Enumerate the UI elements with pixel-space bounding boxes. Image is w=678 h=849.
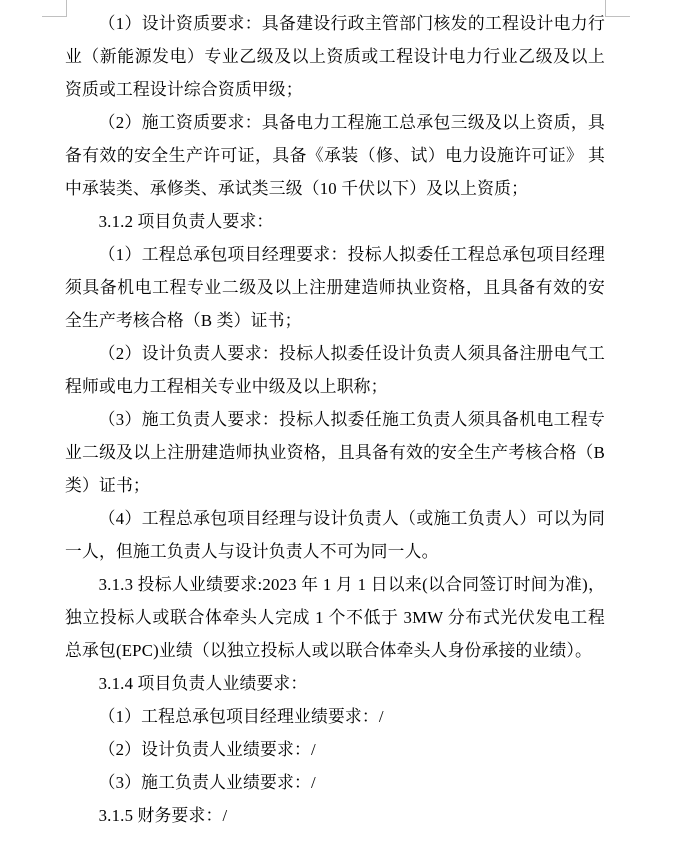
text-boundary-corner-left-mark xyxy=(42,0,67,17)
design-leader-performance-requirement[interactable]: （2）设计负责人业绩要求：/ xyxy=(98,740,316,759)
section-3-1-4-heading[interactable]: 3.1.4 项目负责人业绩要求： xyxy=(98,674,308,693)
construction-leader-performance-requirement[interactable]: （3）施工负责人业绩要求：/ xyxy=(98,773,316,792)
section-3-1-3-bidder-performance[interactable]: 3.1.3 投标人业绩要求:2023 年 1 月 1 日以来(以合同签订时间为准)，独立投标人或联合体牵头人完成 1 个不低于 3MW 分布式光伏发电工程总承包(EPC)业绩（以独立投标人或以联合体牵头人身份承接的业绩）。 xyxy=(65,575,605,660)
epc-project-manager-requirement[interactable]: （1）工程总承包项目经理要求：投标人拟委任工程总承包项目经理须具备机电工程专业二级及以上注册建造师执业资格，且具备有效的安全生产考核合格（B 类）证书； xyxy=(65,245,605,330)
document-text-area[interactable] xyxy=(65,7,605,832)
pm-performance-requirement[interactable]: （1）工程总承包项目经理业绩要求：/ xyxy=(98,707,384,726)
construction-leader-requirement[interactable]: （3）施工负责人要求：投标人拟委任施工负责人须具备机电工程专业二级及以上注册建造师执业资格，且具备有效的安全生产考核合格（B 类）证书； xyxy=(65,410,605,495)
section-3-1-5-financial-requirement[interactable]: 3.1.5 财务要求：/ xyxy=(98,806,228,825)
text-boundary-corner-right-mark xyxy=(605,0,630,17)
construction-qualification-requirement[interactable]: （2）施工资质要求：具备电力工程施工总承包三级及以上资质，具备有效的安全生产许可证，具备《承装（修、试）电力设施许可证》 其中承装类、承修类、承试类三级（10 千伏以下）及以上资质； xyxy=(65,113,605,198)
same-person-rule[interactable]: （4）工程总承包项目经理与设计负责人（或施工负责人）可以为同一人，但施工负责人与设计负责人不可为同一人。 xyxy=(65,509,605,561)
section-3-1-2-heading[interactable]: 3.1.2 项目负责人要求： xyxy=(98,212,274,231)
design-qualification-requirement[interactable]: （1）设计资质要求：具备建设行政主管部门核发的工程设计电力行业（新能源发电）专业乙级及以上资质或工程设计电力行业乙级及以上资质或工程设计综合资质甲级； xyxy=(65,14,605,99)
design-leader-requirement[interactable]: （2）设计负责人要求：投标人拟委任设计负责人须具备注册电气工程师或电力工程相关专业中级及以上职称； xyxy=(65,344,605,396)
